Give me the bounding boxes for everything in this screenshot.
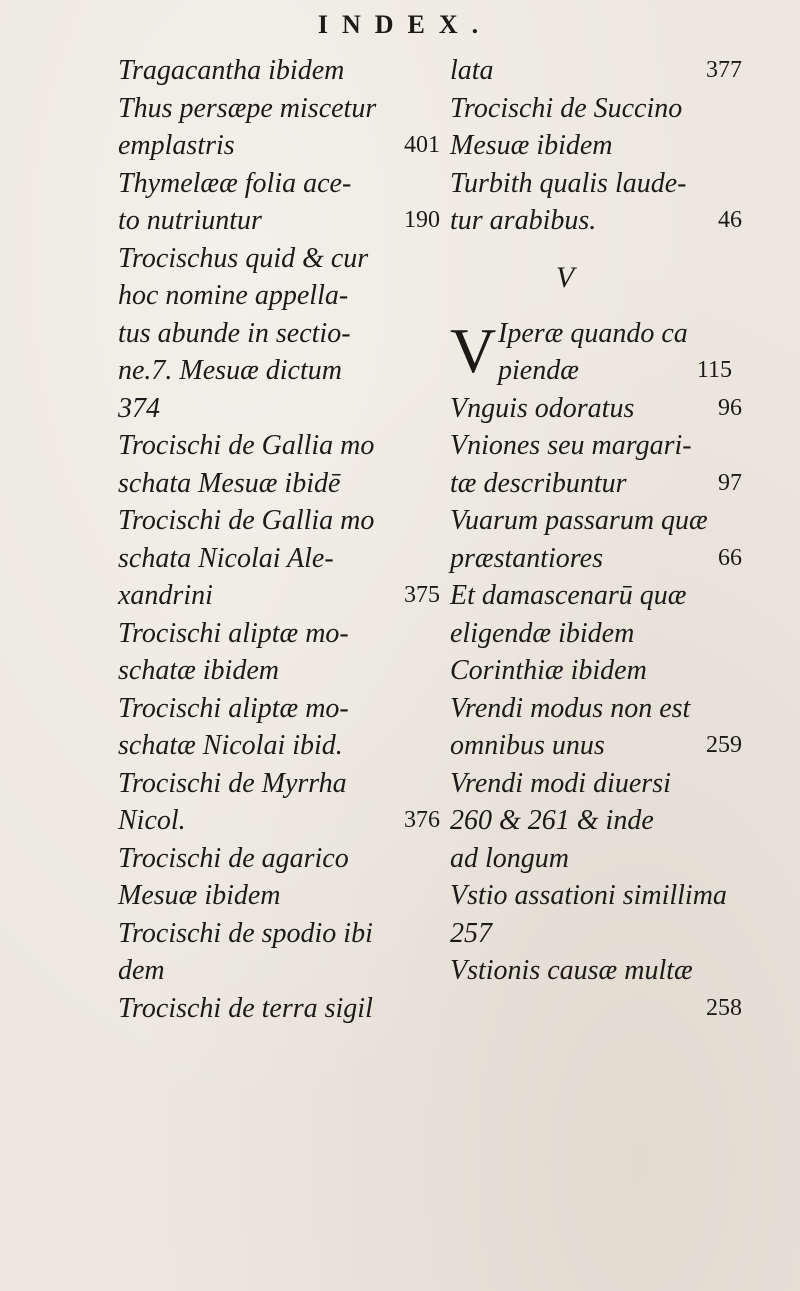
entry-text: schatæ Nicolai ibid. [118, 730, 343, 761]
entry-text: Trocischi aliptæ mo- [118, 617, 349, 649]
entry-text: Vrendi modi diuersi [450, 767, 671, 799]
index-entry-line [118, 165, 448, 203]
right-column [450, 52, 750, 1027]
entry-text: præstantiores [450, 542, 603, 574]
index-entry-line [118, 690, 448, 728]
entry-text: tus abunde in sectio- [118, 317, 351, 349]
entry-text: 260 & 261 & inde [450, 805, 654, 836]
index-entry-line [450, 202, 750, 240]
index-entry-line [450, 652, 750, 690]
index-entry-line [450, 52, 750, 90]
index-entry-line [450, 90, 750, 128]
index-entry-line [118, 352, 448, 390]
page-number: 376 [404, 807, 440, 833]
index-entry-line [118, 502, 448, 540]
entry-text: 257 [450, 917, 492, 949]
entry-text: Turbith qualis laude- [450, 167, 687, 199]
entry-text: ad longum [450, 842, 569, 874]
index-entry-line [118, 765, 448, 803]
index-entry-line [450, 390, 750, 428]
entry-text: Thymelææ folia ace- [118, 167, 352, 199]
index-entry-line [450, 540, 750, 578]
entry-text: Trocischi de Gallia mo [118, 505, 375, 536]
page-number: 96 [718, 394, 742, 421]
entry-text: schatæ ibidem [118, 655, 279, 686]
entry-text: Vrendi modus non est [450, 692, 691, 724]
index-entry-line [118, 127, 448, 165]
index-entry-line [450, 877, 750, 915]
index-entry-line [450, 165, 750, 203]
entry-text: piendæ [498, 355, 579, 386]
index-entry-line [118, 540, 448, 578]
entry-text: Vstionis causæ multæ [450, 955, 693, 986]
entry-text: Nicol. [118, 805, 186, 836]
index-entry-line [450, 765, 750, 803]
dropcap-line-2 [498, 352, 740, 390]
entry-text: Vuarum passarum quæ [450, 505, 708, 536]
entry-text: 374 [118, 392, 160, 424]
index-entry-line [450, 690, 750, 728]
index-entry-line [118, 615, 448, 653]
page-number: 401 [404, 132, 440, 158]
entry-text: to nutriuntur [118, 205, 262, 236]
index-entry-line [450, 577, 750, 615]
index-entry-line [450, 465, 750, 503]
index-entry-line [118, 277, 448, 315]
index-entry-line [118, 877, 448, 915]
index-entry-line [450, 802, 750, 840]
entry-text: tæ describuntur [450, 467, 627, 499]
entry-text: Trocischi de Myrrha [118, 767, 347, 799]
index-entry-line [450, 427, 750, 465]
right-column-bottom [450, 390, 750, 1028]
page-number: 115 [696, 357, 732, 383]
entry-text: schata Nicolai Ale- [118, 542, 334, 574]
index-entry-line [450, 915, 750, 953]
entry-text: Mesuæ ibidem [118, 880, 281, 911]
dropcap-letter: V [450, 314, 497, 386]
entry-text: Trocischus quid & cur [118, 242, 369, 274]
page-number: 259 [706, 732, 742, 758]
entry-text: Et damascenarū quæ [450, 580, 687, 611]
index-entry-line [118, 652, 448, 690]
page-number: 377 [706, 57, 742, 83]
index-entry-line [118, 315, 448, 353]
index-entry-line [118, 990, 448, 1028]
entry-text: hoc nomine appella- [118, 280, 349, 311]
index-entry-line [118, 202, 448, 240]
entry-text: Corinthiæ ibidem [450, 655, 647, 686]
page-number: 97 [718, 469, 742, 496]
index-entry-line [118, 952, 448, 990]
entry-text: Trocischi de Gallia mo [118, 430, 375, 461]
page-number: 46 [718, 207, 742, 233]
page-header: INDEX. [317, 10, 493, 39]
index-entry-line [118, 427, 448, 465]
entry-text: dem [118, 955, 165, 986]
entry-text: Trocischi de Succino [450, 92, 683, 124]
index-entry-line [450, 990, 750, 1028]
entry-text: Vniones seu margari- [450, 430, 692, 461]
entry-text: Tragacantha ibidem [118, 55, 345, 86]
entry-text: lata [450, 55, 494, 86]
entry-text: ne.7. Mesuæ dictum [118, 355, 342, 386]
index-entry-line [118, 727, 448, 765]
index-entry-line [118, 52, 448, 90]
entry-text: omnibus unus [450, 730, 605, 761]
index-entry-line [118, 465, 448, 503]
index-entry-line [450, 840, 750, 878]
entry-text: Trocischi de agarico [118, 842, 349, 874]
index-entry-line [118, 90, 448, 128]
entry-text: emplastris [118, 130, 235, 161]
entry-text: tur arabibus. [450, 205, 597, 236]
index-entry-line [118, 240, 448, 278]
page-number: 190 [404, 207, 440, 233]
page-number: 258 [706, 994, 742, 1021]
index-entry-line [118, 840, 448, 878]
index-entry-line [118, 390, 448, 428]
page-number: 375 [404, 582, 440, 608]
page-number: 66 [718, 544, 742, 571]
entry-text: Vnguis odoratus [450, 392, 635, 424]
section-letter: V [555, 260, 575, 294]
entry-text: Mesuæ ibidem [450, 130, 613, 161]
index-entry-line [118, 915, 448, 953]
entry-text: Vstio assationi simillima [450, 880, 727, 911]
entry-text: Thus persæpe miscetur [118, 92, 377, 124]
index-entry-line [450, 952, 750, 990]
entry-text: Trocischi aliptæ mo- [118, 692, 349, 724]
index-entry-line [450, 615, 750, 653]
index-entry-line [118, 802, 448, 840]
entry-text: schata Mesuæ ibidē [118, 467, 341, 499]
entry-text: xandrini [118, 580, 213, 611]
dropcap-entry [450, 315, 750, 390]
index-entry-line [450, 127, 750, 165]
right-column-top [450, 52, 750, 240]
entry-text: eligendæ ibidem [450, 617, 635, 649]
index-entry-line [450, 502, 750, 540]
left-column [118, 52, 448, 1027]
index-entry-line [450, 727, 750, 765]
entry-text: Iperæ quando ca [498, 317, 688, 349]
entry-text: Trocischi de spodio ibi [118, 917, 373, 949]
entry-text: Trocischi de terra sigil [118, 992, 373, 1024]
dropcap-line-1 [498, 315, 740, 353]
index-entry-line [118, 577, 448, 615]
